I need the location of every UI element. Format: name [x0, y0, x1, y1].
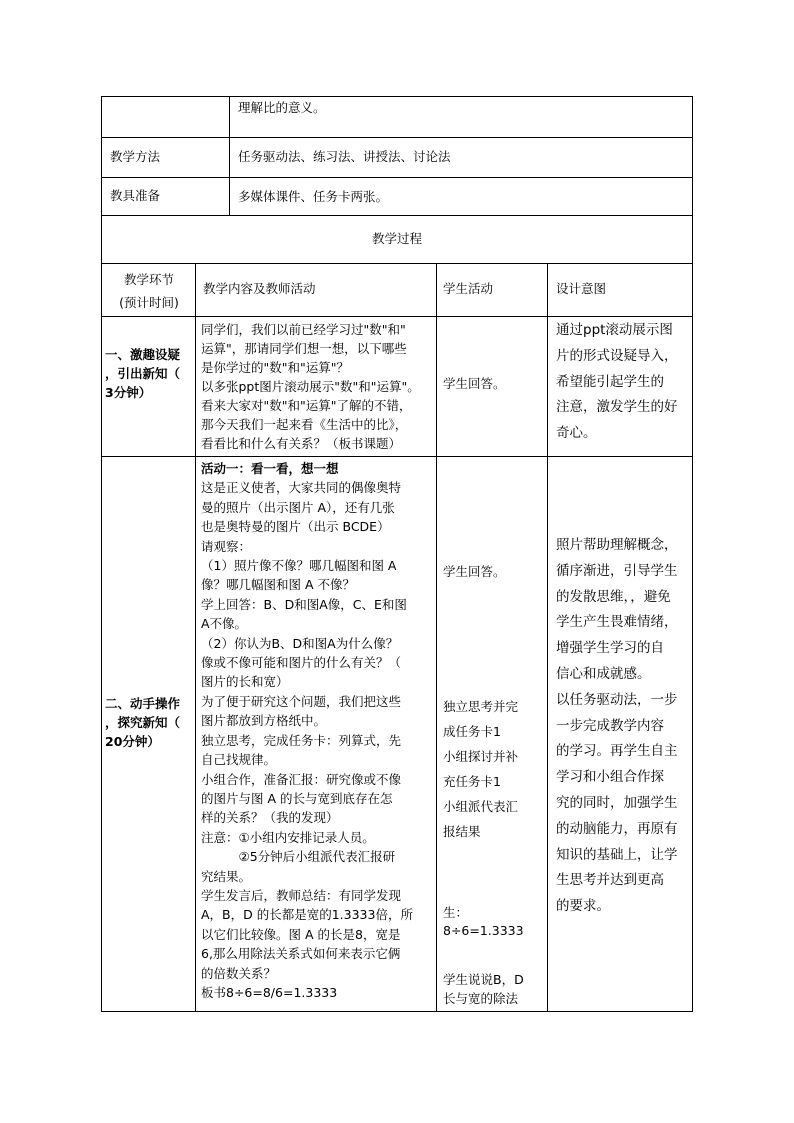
- method-value: 任务驱动法、练习法、讲授法、讨论法: [238, 149, 451, 164]
- row2-student-task: 独立思考并完 成任务卡1 小组探讨并补 充任务卡1 小组派代表汇 报结果: [443, 699, 519, 839]
- rule-aids: [101, 215, 693, 216]
- row1-intent: 通过ppt滚动展示图 片的形式设疑导入， 希望能引起学生的 注意，激发学生的好 奇心。: [556, 322, 678, 442]
- rule-process: [101, 263, 693, 264]
- row2-student-answer: 学生回答。: [443, 564, 506, 579]
- rule-col1: [195, 263, 196, 1012]
- rule-objective: [101, 137, 693, 138]
- header-content: 教学内容及教师活动: [203, 281, 316, 296]
- lesson-plan-table: [101, 96, 693, 1012]
- rule-bottom: [101, 1011, 693, 1012]
- row1-stage: 一、激趣设疑 ，引出新知（ 3分钟）: [105, 347, 181, 400]
- row2-intent: 照片帮助理解概念， 循序渐进，引导学生 的发散思维，，避免 学生产生畏难情绪， 增强学生学习的自 信心和成就感。 以任务驱动法，一步 一步完成教学内容 的学习。再学生自主 学习和小组合作探 究的同时，加强学生 的动脑能力，再原有 知识的基础上，让学 生思考并达到更高 的要求。: [556, 537, 678, 915]
- rule-col3: [547, 263, 548, 1012]
- rule-col2: [436, 263, 437, 1012]
- aids-label: 教具准备: [110, 188, 161, 203]
- objective-continued: 理解比的意义。: [238, 100, 326, 115]
- row1-content: 同学们，我们以前已经学习过"数"和" 运算"，那请同学们想一想，以下哪些 是你学过的"数"和"运算"？ 以多张ppt图片滚动展示"数"和"运算"。 看来大家对"数"和"运算"了解的不错， 那今天我们一起来看《生活中的比》， 看看比和什么有关系？（板书课题）: [201, 322, 420, 451]
- row2-content: 活动一：看一看，想一想 这是正义使者，大家共同的偶像奥特 曼的照片（出示图片 A），还有几张 也是奥特曼的图片（出示 BCDE） 请观察： （1）照片像不像？哪几幅图和图 A 像？哪几幅图和图 A 不像？ 学上回答：B、D和图A像，C、E和图 A不像。 （2）你认为B、D和图A为什么像？ 像或不像可能和图片的什么有关？（ 图片的长和宽） 为了便于研究这个问题，我们把这些 图片都放到方格纸中。 独立思考，完成任务卡：列算式，先 自己找规律。 小组合作，准备汇报：研究像或不像 的图片与图 A 的长与宽到底存在怎 样的关系？（我的发现） 注意：①小组内安排记录人员。 ②5分钟后小组派代表汇报研 究结果。 学生发言后，教师总结：有同学发现 A，B，D 的长都是宽的1.3333倍，所 以它们比较像。图 A 的长是8，宽是 6,那么用除法关系式如何来表示它俩 的倍数关系？ 板书8÷6=8/6=1.3333: [201, 461, 413, 1000]
- process-title: 教学过程: [371, 231, 422, 246]
- method-label: 教学方法: [110, 149, 161, 164]
- aids-value: 多媒体课件、任务卡两张。: [238, 189, 389, 204]
- header-stage: 教学环节 (预计时间): [119, 272, 179, 310]
- rule-header: [101, 316, 693, 317]
- row2-student-calc: 生： 8÷6=1.3333: [443, 905, 524, 938]
- header-intent: 设计意图: [556, 281, 607, 296]
- rule-method: [101, 177, 693, 178]
- row2-student-explain: 学生说说B，D 长与宽的除法: [443, 972, 524, 1006]
- rule-row1: [101, 456, 693, 457]
- rule-top: [101, 96, 693, 97]
- rule-top-divider: [229, 96, 230, 215]
- header-student: 学生活动: [443, 281, 494, 296]
- row1-student: 学生回答。: [443, 376, 506, 391]
- row2-stage: 二、动手操作 ，探究新知（ 20分钟）: [105, 696, 181, 749]
